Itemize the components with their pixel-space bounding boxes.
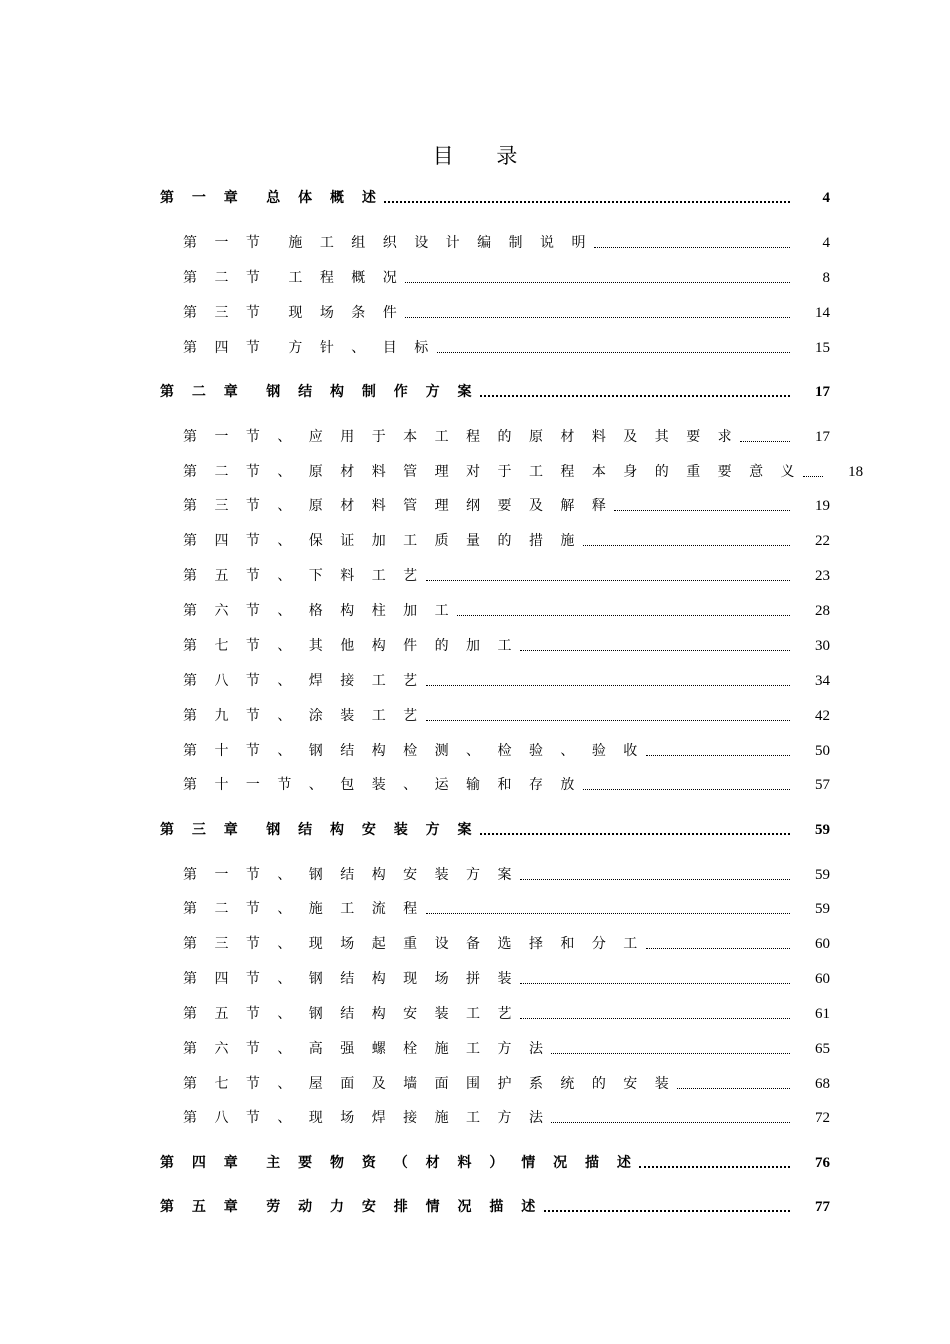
- toc-entry-title: [183, 704, 424, 728]
- toc-entry-text: 现 场 条 件: [288, 305, 404, 321]
- toc-entry-title: [160, 380, 478, 404]
- toc-page-number: 61: [815, 1006, 830, 1022]
- toc-section-entry[interactable]: [183, 564, 830, 588]
- toc-entry-title: [183, 599, 455, 623]
- toc-entry-text: 第 二 节 、 原 材 料 管 理 对 于 工 程 本 身 的 重 要 意 义: [183, 464, 802, 480]
- toc-entry-title: [183, 669, 424, 693]
- toc-chapter-entry[interactable]: [160, 186, 830, 210]
- toc-section-entry[interactable]: [183, 704, 830, 728]
- dot-leader: [426, 685, 790, 686]
- toc-entry-title: [160, 1195, 542, 1219]
- dot-leader: [551, 1122, 790, 1123]
- toc-entry-text: 第 三 节 、 现 场 起 重 设 备 选 择 和 分 工: [183, 936, 644, 952]
- toc-entry-text: 第 十 一 节 、 包 装 、 运 输 和 存 放: [183, 777, 581, 793]
- toc-page-number: 30: [815, 638, 830, 654]
- toc-entry-title: [183, 1002, 518, 1026]
- toc-section-entry[interactable]: [183, 897, 830, 921]
- toc-entry-text: 第 五 节 、 钢 结 构 安 装 工 艺: [183, 1006, 519, 1022]
- toc-entry-number: 第 二 节: [183, 270, 267, 286]
- toc-section-entry[interactable]: [183, 529, 830, 553]
- dot-leader: [520, 879, 790, 880]
- toc-page-number: 34: [815, 673, 830, 689]
- toc-entry-title: [183, 564, 424, 588]
- toc-entry-number: 第 五 章: [160, 1199, 245, 1215]
- toc-section-entry[interactable]: [183, 301, 830, 325]
- toc-entry-title: [183, 897, 424, 921]
- toc-section-entry[interactable]: [183, 863, 830, 887]
- toc-page-number: 22: [815, 533, 830, 549]
- dot-leader: [583, 789, 790, 790]
- toc-entry-text: 施 工 组 织 设 计 编 制 说 明: [288, 235, 592, 251]
- dot-leader: [405, 317, 790, 318]
- toc-section-entry[interactable]: [183, 599, 830, 623]
- dot-leader: [480, 395, 790, 397]
- toc-entry-text: 第 八 节 、 现 场 焊 接 施 工 方 法: [183, 1110, 550, 1126]
- toc-entry-title: [183, 1106, 549, 1130]
- toc-entry-title: [160, 818, 478, 842]
- dot-leader: [384, 201, 790, 203]
- dot-leader: [426, 580, 790, 581]
- toc-section-entry[interactable]: [183, 460, 864, 484]
- toc-page-number: 4: [822, 235, 830, 251]
- toc-entry-text: 第 五 节 、 下 料 工 艺: [183, 568, 424, 584]
- dot-leader: [405, 282, 790, 283]
- toc-entry-text: 第 七 节 、 其 他 构 件 的 加 工: [183, 638, 519, 654]
- toc-entry-number: 第 三 章: [160, 822, 245, 838]
- toc-page-number: 59: [815, 901, 830, 917]
- toc-section-entry[interactable]: [183, 1106, 830, 1130]
- toc-chapter-entry[interactable]: [160, 1195, 830, 1219]
- toc-entry-text: 第 一 节 、 应 用 于 本 工 程 的 原 材 料 及 其 要 求: [183, 429, 739, 445]
- toc-entry-title: [160, 186, 382, 210]
- page-title: 目 录: [432, 144, 536, 168]
- toc-page-number: 50: [815, 743, 830, 759]
- toc-section-entry[interactable]: [183, 231, 830, 255]
- dot-leader: [594, 247, 790, 248]
- dot-leader: [520, 983, 790, 984]
- toc-entry-text: 钢 结 构 制 作 方 案: [266, 384, 478, 400]
- toc-entry-text: 第 八 节 、 焊 接 工 艺: [183, 673, 424, 689]
- toc-entry-text: 方 针 、 目 标: [288, 340, 435, 356]
- toc-entry-number: 第 一 节: [183, 235, 267, 251]
- dot-leader: [480, 833, 790, 835]
- toc-entry-title: [183, 739, 644, 763]
- toc-page-number: 59: [815, 867, 830, 883]
- dot-leader: [677, 1088, 790, 1089]
- toc-entry-text: 第 七 节 、 屋 面 及 墙 面 围 护 系 统 的 安 装: [183, 1076, 676, 1092]
- toc-page-number: 59: [815, 822, 830, 838]
- toc-section-entry[interactable]: [183, 1037, 830, 1061]
- toc-page-number: 65: [815, 1041, 830, 1057]
- dot-leader: [583, 545, 790, 546]
- toc-entry-text: 第 三 节 、 原 材 料 管 理 纲 要 及 解 释: [183, 498, 613, 514]
- dot-leader: [426, 720, 790, 721]
- dot-leader: [426, 913, 790, 914]
- toc-entry-text: 劳 动 力 安 排 情 况 描 述: [266, 1199, 542, 1215]
- toc-page-number: 68: [815, 1076, 830, 1092]
- dot-leader: [551, 1053, 790, 1054]
- toc-page-number: 19: [815, 498, 830, 514]
- toc-page-number: 17: [815, 429, 830, 445]
- toc-entry-number: 第 四 章: [160, 1155, 245, 1171]
- toc-page-number: 77: [815, 1199, 830, 1215]
- toc-page-number: 42: [815, 708, 830, 724]
- toc-entry-title: [183, 967, 518, 991]
- toc-entry-title: [183, 1037, 549, 1061]
- toc-page-number: 15: [815, 340, 830, 356]
- toc-entry-title: [183, 425, 738, 449]
- toc-entry-text: 总 体 概 述: [266, 190, 383, 206]
- dot-leader: [740, 441, 790, 442]
- toc-entry-text: 第 四 节 、 钢 结 构 现 场 拼 装: [183, 971, 519, 987]
- toc-section-entry[interactable]: [183, 634, 830, 658]
- toc-entry-title: [183, 634, 518, 658]
- toc-page-number: 72: [815, 1110, 830, 1126]
- toc-section-entry[interactable]: [183, 494, 830, 518]
- toc-entry-number: 第 三 节: [183, 305, 267, 321]
- dot-leader: [639, 1166, 790, 1168]
- toc-entry-number: 第 一 章: [160, 190, 245, 206]
- toc-page-number: 57: [815, 777, 830, 793]
- dot-leader: [803, 476, 823, 477]
- toc-page-number: 8: [822, 270, 830, 286]
- toc-entry-title: [183, 266, 403, 290]
- toc-section-entry[interactable]: [183, 739, 830, 763]
- toc-section-entry[interactable]: [183, 669, 830, 693]
- toc-entry-text: 第 六 节 、 高 强 螺 栓 施 工 方 法: [183, 1041, 550, 1057]
- dot-leader: [437, 352, 790, 353]
- toc-page-number: 76: [815, 1155, 830, 1171]
- toc-entry-text: 钢 结 构 安 装 方 案: [266, 822, 478, 838]
- toc-section-entry[interactable]: [183, 336, 830, 360]
- toc-entry-title: [183, 231, 592, 255]
- toc-page-number: 28: [815, 603, 830, 619]
- toc-section-entry[interactable]: [183, 425, 830, 449]
- toc-entry-title: [183, 460, 801, 484]
- toc-entry-text: 第 二 节 、 施 工 流 程: [183, 901, 424, 917]
- toc-entry-title: [160, 1151, 637, 1175]
- toc-entry-title: [183, 301, 403, 325]
- toc-chapter-entry[interactable]: [160, 1151, 830, 1175]
- toc-section-entry[interactable]: [183, 266, 830, 290]
- toc-entry-text: 第 四 节 、 保 证 加 工 质 量 的 措 施: [183, 533, 581, 549]
- toc-entry-number: 第 二 章: [160, 384, 245, 400]
- toc-entry-title: [183, 529, 581, 553]
- dot-leader: [646, 948, 790, 949]
- toc-entry-text: 第 十 节 、 钢 结 构 检 测 、 检 验 、 验 收: [183, 743, 644, 759]
- toc-page-number: 23: [815, 568, 830, 584]
- toc-page-number: 60: [815, 971, 830, 987]
- dot-leader: [520, 650, 790, 651]
- toc-section-entry[interactable]: [183, 773, 830, 797]
- toc-entry-text: 工 程 概 况: [288, 270, 404, 286]
- toc-section-entry[interactable]: [183, 1072, 830, 1096]
- toc-entry-number: 第 四 节: [183, 340, 267, 356]
- toc-entry-title: [183, 773, 581, 797]
- toc-chapter-entry[interactable]: [160, 818, 830, 842]
- toc-entry-title: [183, 336, 435, 360]
- toc-entry-title: [183, 932, 644, 956]
- toc-entry-text: 第 六 节 、 格 构 柱 加 工: [183, 603, 456, 619]
- toc-section-entry[interactable]: [183, 1002, 830, 1026]
- toc-entry-title: [183, 1072, 675, 1096]
- dot-leader: [614, 510, 790, 511]
- dot-leader: [520, 1018, 790, 1019]
- toc-entry-text: 第 九 节 、 涂 装 工 艺: [183, 708, 424, 724]
- toc-entry-title: [183, 494, 612, 518]
- toc-page-number: 18: [848, 464, 864, 480]
- dot-leader: [544, 1210, 790, 1212]
- toc-section-entry[interactable]: [183, 967, 830, 991]
- toc-page-number: 14: [815, 305, 830, 321]
- toc-page-number: 60: [815, 936, 830, 952]
- toc-entry-text: 主 要 物 资 （ 材 料 ） 情 况 描 述: [266, 1155, 638, 1171]
- toc-entry-title: [183, 863, 518, 887]
- dot-leader: [457, 615, 790, 616]
- toc-entry-text: 第 一 节 、 钢 结 构 安 装 方 案: [183, 867, 519, 883]
- toc-page-number: 17: [815, 384, 830, 400]
- toc-chapter-entry[interactable]: [160, 380, 830, 404]
- dot-leader: [646, 755, 790, 756]
- toc-page-number: 4: [822, 190, 830, 206]
- toc-section-entry[interactable]: [183, 932, 830, 956]
